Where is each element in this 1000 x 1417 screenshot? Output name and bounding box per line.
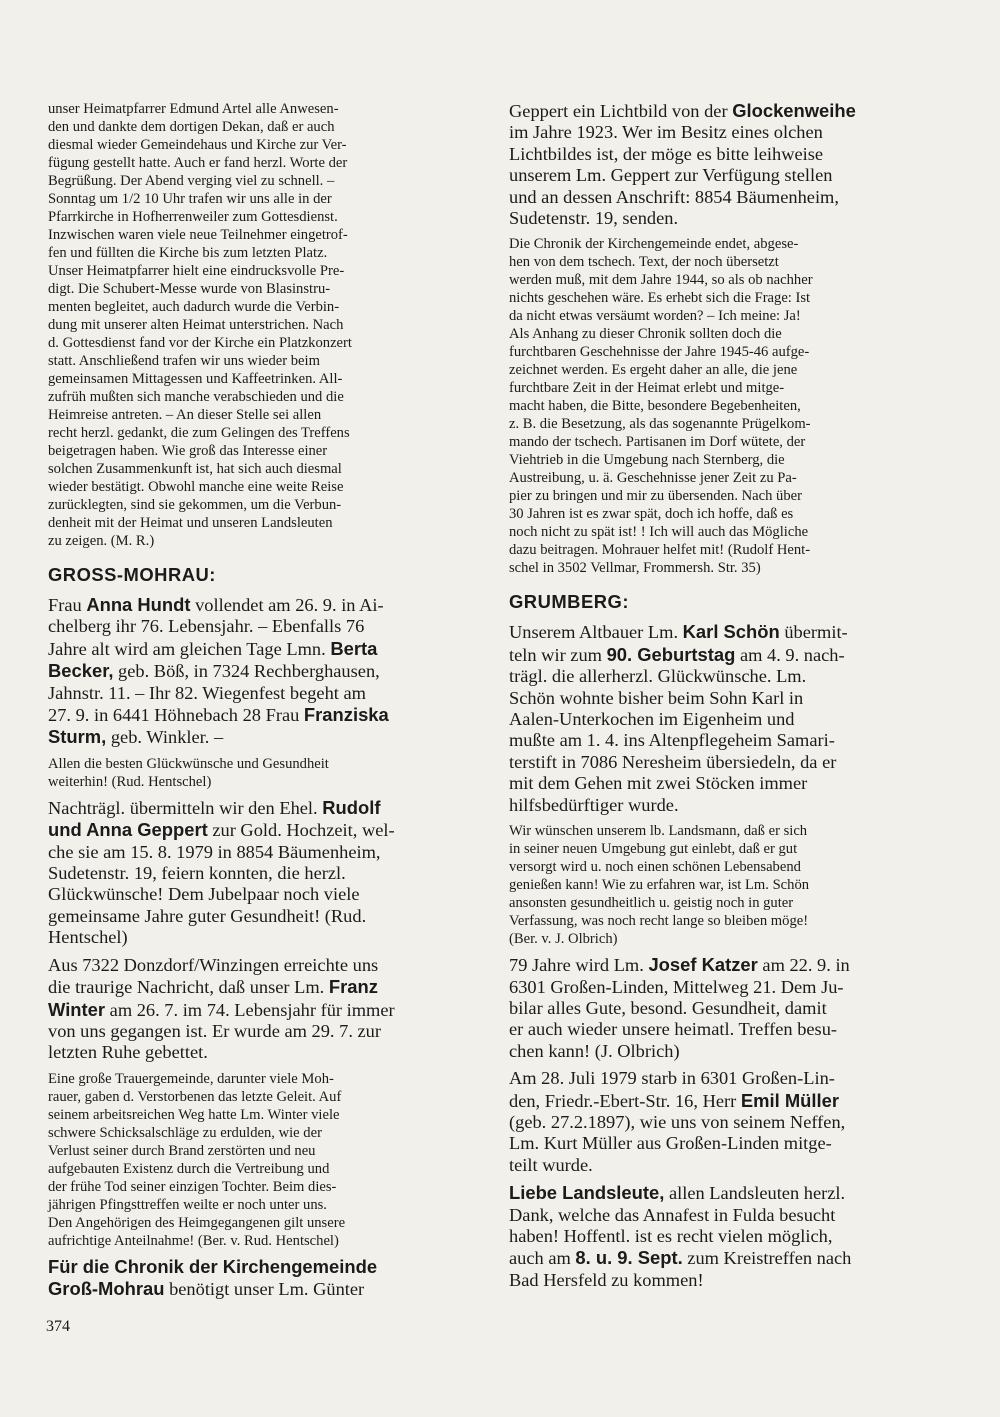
text-line: menten begleitet, auch dadurch wurde die Verbin- xyxy=(48,299,340,315)
text-line: Lichtbildes ist, der möge es bitte leihweise xyxy=(509,143,824,164)
text-line: z. B. die Besetzung, als das sogenannte Prügelkom- xyxy=(509,416,811,433)
text-line: unser Heimatpfarrer Edmund Artel alle Anwesen- xyxy=(48,101,339,117)
text-line: Jahnstr. 11. – Ihr 82. Wiegenfest begeht am xyxy=(48,682,366,703)
text-line: furchtbare Zeit in der Heimat erlebt und mitge- xyxy=(509,380,785,397)
text-line: Eine große Trauergemeinde, darunter viele Moh- xyxy=(48,1070,334,1087)
text-line: Dank, welche das Annafest in Fulda besucht xyxy=(509,1204,836,1225)
text-line: Sudetenstr. 19, feiern konnten, die herzl. xyxy=(48,863,346,884)
text-line: er auch wieder unsere heimatl. Treffen besu- xyxy=(509,1019,838,1040)
mueller-paragraph xyxy=(509,1068,949,1176)
section-heading-gross-mohrau: GROSS-MOHRAU: xyxy=(48,564,216,585)
text-line: Groß-Mohrau benötigt unser Lm. Günter xyxy=(48,1278,365,1300)
text-line: in seiner neuen Umgebung gut einlebt, daß er gut xyxy=(509,841,798,858)
text-line: 79 Jahre wird Lm. Josef Katzer am 22. 9. in xyxy=(509,954,850,976)
text-line: versorgt wird u. noch einen schönen Lebensabend xyxy=(509,859,801,876)
text-line: denheit mit der Heimat und unseren Landsleuten xyxy=(48,515,333,531)
text-line: statt. Anschließend trafen wir uns wieder beim xyxy=(48,353,320,369)
text-line: Verlust seiner durch Brand zerstörten und neu xyxy=(48,1142,316,1159)
text-line: Die Chronik der Kirchengemeinde endet, abgese- xyxy=(509,236,799,253)
text-line: gemeinsame Jahre guter Gesundheit! (Rud. xyxy=(48,905,367,926)
text-line: mando der tschech. Partisanen im Dorf wütete, der xyxy=(509,434,806,451)
text-line: wieder bestätigt. Obwohl manche eine weite Reise xyxy=(48,479,344,495)
text-line: mußte am 1. 4. ins Altenpflegeheim Samari- xyxy=(509,730,835,751)
text-line: schel in 3502 Vellmar, Frommersh. Str. 35) xyxy=(509,560,761,577)
text-line: Jahre alt wird am gleichen Tage Lmn. Berta xyxy=(48,637,378,659)
text-line: hilfsbedürftiger wurde. xyxy=(509,794,679,815)
text-line: (Ber. v. J. Olbrich) xyxy=(509,931,618,948)
text-line: 30 Jahren ist es zwar spät, doch ich hoffe, daß es xyxy=(509,506,794,523)
text-line: solchen Zusammenkunft ist, hat sich auch diesmal xyxy=(48,461,342,477)
text-line: Pfarrkirche in Hofherrenweiler zum Gottesdienst. xyxy=(48,209,338,225)
text-line: und Anna Geppert zur Gold. Hochzeit, wel- xyxy=(48,819,395,841)
text-line: nichts geschehen wäre. Es erhebt sich die Frage: Ist xyxy=(509,290,811,307)
text-line: Aus 7322 Donzdorf/Winzingen erreichte uns xyxy=(48,954,379,975)
text-line: fen und füllten die Kirche bis zum letzten Platz. xyxy=(48,245,328,261)
text-line: 27. 9. in 6441 Höhnebach 28 Frau Franziska xyxy=(48,704,389,726)
text-line: weiterhin! (Rud. Hentschel) xyxy=(48,773,212,790)
text-line: beigetragen haben. Wie groß das Interesse einer xyxy=(48,443,328,459)
text-line: chelberg ihr 76. Lebensjahr. – Ebenfalls 76 xyxy=(48,616,365,637)
text-line: dazu beitragen. Mohrauer helfet mit! (Rudolf Hent- xyxy=(509,542,811,559)
winter-paragraph xyxy=(48,955,486,1064)
text-line: im Jahre 1923. Wer im Besitz eines olchen xyxy=(509,122,823,143)
text-line: diesmal wieder Gemeindehaus und Kirche zur Ver- xyxy=(48,137,347,153)
text-line: Unser Heimatpfarrer hielt eine eindrucksvolle Pre- xyxy=(48,263,345,279)
text-line: zurücklegten, sind sie gekommen, um die Verbun- xyxy=(48,497,342,513)
hundt-note xyxy=(48,755,486,791)
text-line: Geppert ein Lichtbild von der Glockenweihe xyxy=(509,100,856,121)
chronik-paragraph xyxy=(48,1256,486,1301)
text-line: Als Anhang zu dieser Chronik sollten doch die xyxy=(509,326,782,343)
text-line: den und dankte dem dortigen Dekan, daß er auch xyxy=(48,119,335,135)
text-line: Viehtrieb in die Umgebung nach Sternberg, die xyxy=(509,452,785,469)
text-line: auch am 8. u. 9. Sept. zum Kreistreffen nach xyxy=(509,1247,852,1269)
text-line: schwere Schicksalschläge zu erdulden, wie der xyxy=(48,1124,322,1141)
text-line: Allen die besten Glückwünsche und Gesundheit xyxy=(48,755,329,772)
text-line: aufrichtige Anteilnahme! (Ber. v. Rud. Hentschel) xyxy=(48,1232,339,1249)
text-line: aufgebauten Existenz durch die Vertreibung und xyxy=(48,1160,330,1177)
text-line: gemeinsamen Mittagessen und Kaffeetrinken. All- xyxy=(48,371,343,387)
page-number: 374 xyxy=(46,1318,70,1335)
text-line: bilar alles Gute, besond. Gesundheit, damit xyxy=(509,997,827,1018)
intro-paragraph xyxy=(48,100,486,550)
text-line: d. Gottesdienst fand vor der Kirche ein Platzkonzert xyxy=(48,335,352,351)
text-line: unserem Lm. Geppert zur Verfügung stellen xyxy=(509,165,833,186)
text-line: dung mit unserer alten Heimat unterstrichen. Nach xyxy=(48,317,344,333)
schoen-note xyxy=(509,822,949,948)
text-line: Glückwünsche! Dem Jubelpaar noch viele xyxy=(48,884,360,905)
text-line: Hentschel) xyxy=(48,927,128,948)
text-line: da nicht etwas versäumt worden? – Ich meine: Ja! xyxy=(509,308,801,325)
text-line: von uns gegangen ist. Er wurde am 29. 7. zur xyxy=(48,1020,381,1041)
text-line: teln wir zum 90. Geburtstag am 4. 9. nach- xyxy=(509,643,845,665)
text-line: genießen kann! Wie zu erfahren war, ist Lm. Schön xyxy=(509,877,810,894)
text-line: Heimreise antreten. – An dieser Stelle sei allen xyxy=(48,407,322,423)
text-line: Frau Anna Hundt vollendet am 26. 9. in Ai- xyxy=(48,594,384,615)
text-line: mit dem Gehen mit zwei Stöcken immer xyxy=(509,773,808,794)
text-line: che sie am 15. 8. 1979 in 8854 Bäumenheim, xyxy=(48,841,381,862)
text-line: Am 28. Juli 1979 starb in 6301 Großen-Lin- xyxy=(509,1068,835,1089)
glocken-paragraph xyxy=(509,100,949,229)
text-line: terstift in 7086 Neresheim übersiedeln, da er xyxy=(509,751,837,772)
text-line: Wir wünschen unserem lb. Landsmann, daß er sich xyxy=(509,823,808,840)
text-line: Sonntag um 1/2 10 Uhr trafen wir uns alle in der xyxy=(48,191,332,207)
text-line: Schön wohnte bisher beim Sohn Karl in xyxy=(509,687,804,708)
text-line: chen kann! (J. Olbrich) xyxy=(509,1040,680,1061)
schoen-paragraph xyxy=(509,621,949,816)
text-line: teilt wurde. xyxy=(509,1154,593,1175)
text-line: die traurige Nachricht, daß unser Lm. Franz xyxy=(48,976,378,998)
text-line: pier zu bringen und mir zu übersenden. Nach über xyxy=(509,488,802,505)
text-line: digt. Die Schubert-Messe wurde von Blasinstru- xyxy=(48,281,331,297)
text-line: Begrüßung. Der Abend verging viel zu schnell. – xyxy=(48,173,335,189)
text-line: trägl. die allerherzl. Glückwünsche. Lm. xyxy=(509,666,807,687)
text-line: den, Friedr.-Ebert-Str. 16, Herr Emil Müller xyxy=(509,1089,839,1111)
text-line: jährigen Pfingsttreffen weilte er noch unter uns. xyxy=(48,1196,327,1213)
text-line: Lm. Kurt Müller aus Großen-Linden mitge- xyxy=(509,1133,832,1154)
text-line: zufrüh mußten sich manche verabschieden und die xyxy=(48,389,344,405)
text-line: Nachträgl. übermitteln wir den Ehel. Rudolf xyxy=(48,796,381,818)
text-line: (geb. 27.2.1897), wie uns von seinem Neffen, xyxy=(509,1111,846,1132)
glocken-note xyxy=(509,235,949,577)
section-heading-grumberg: GRUMBERG: xyxy=(509,591,629,613)
text-line: 6301 Großen-Linden, Mittelweg 21. Dem Ju- xyxy=(509,976,844,997)
text-line: Aalen-Unterkochen im Eigenheim und xyxy=(509,709,795,730)
text-line: rauer, gaben d. Verstorbenen das letzte Geleit. Auf xyxy=(48,1088,342,1105)
text-line: furchtbaren Geschehnisse der Jahre 1945-46 aufge- xyxy=(509,344,810,361)
text-line: Sturm, geb. Winkler. – xyxy=(48,726,224,748)
text-line: ansonsten gesundheitlich u. geistig noch in guter xyxy=(509,895,794,912)
text-line: macht haben, die Bitte, besondere Begebenheiten, xyxy=(509,398,801,415)
text-line: zeichnet werden. Es ergeht daher an alle, die jene xyxy=(509,362,798,379)
text-line: noch nicht zu spät ist! ! Ich will auch das Mögliche xyxy=(509,524,809,541)
text-line: Sudetenstr. 19, senden. xyxy=(509,208,679,229)
geppert-paragraph xyxy=(48,797,486,949)
text-line: hen von dem tschech. Text, der noch übersetzt xyxy=(509,254,779,271)
right-column xyxy=(509,100,949,1291)
text-line: recht herzl. gedankt, die zum Gelingen des Treffens xyxy=(48,425,350,441)
text-line: Liebe Landsleute, allen Landsleuten herzl. xyxy=(509,1182,846,1204)
text-line: und an dessen Anschrift: 8854 Bäumenheim, xyxy=(509,186,839,207)
winter-note xyxy=(48,1070,486,1250)
text-line: fügung gestellt hatte. Auch er fand herzl. Worte der xyxy=(48,155,348,171)
text-line: letzten Ruhe gebettet. xyxy=(48,1042,208,1063)
text-line: Unserem Altbauer Lm. Karl Schön übermit- xyxy=(509,621,848,643)
text-line: Winter am 26. 7. im 74. Lebensjahr für immer xyxy=(48,998,395,1020)
left-column xyxy=(48,100,486,1301)
text-line: haben! Hoffentl. ist es recht vielen möglich, xyxy=(509,1225,833,1246)
hundt-paragraph xyxy=(48,594,486,749)
text-line: Für die Chronik der Kirchengemeinde xyxy=(48,1255,378,1277)
text-line: der frühe Tod seiner einzigen Tochter. Beim dies- xyxy=(48,1178,337,1195)
text-line: werden muß, mit dem Jahre 1944, so als ob nachher xyxy=(509,272,813,289)
text-line: Becker, geb. Böß, in 7324 Rechberghausen, xyxy=(48,660,380,682)
text-line: Bad Hersfeld zu kommen! xyxy=(509,1269,704,1290)
text-line: zu zeigen. (M. R.) xyxy=(48,533,155,549)
landsleute-paragraph xyxy=(509,1182,949,1291)
text-line: Den Angehörigen des Heimgegangenen gilt unsere xyxy=(48,1214,346,1231)
katzer-paragraph xyxy=(509,954,949,1062)
text-line: seinem arbeitsreichen Weg hatte Lm. Winter viele xyxy=(48,1106,340,1123)
text-line: Austreibung, u. ä. Geschehnisse jener Zeit zu Pa- xyxy=(509,470,797,487)
text-line: Verfassung, was noch recht lange so bleiben möge! xyxy=(509,913,809,930)
text-line: Inzwischen waren viele neue Teilnehmer eingetrof- xyxy=(48,227,348,243)
